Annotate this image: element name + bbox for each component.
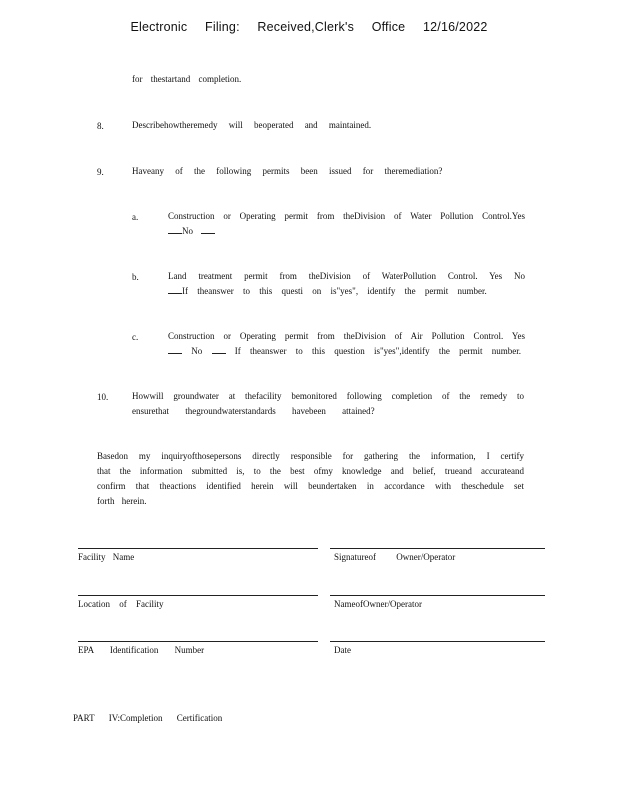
no-blank[interactable] xyxy=(168,285,182,294)
subitem-a-line2 xyxy=(168,224,215,239)
certification-line-3: confirm that theactions identified herein will beundertaken in accordance with theschedule set xyxy=(97,481,524,491)
item-10-line2: ensurethat thegroundwaterstandards havebeen attained? xyxy=(132,406,375,416)
item-9-number: 9. xyxy=(97,167,104,177)
subitem-a-line1: Construction or Operating permit from theDivision of Water Pollution Control.Yes xyxy=(168,211,525,221)
owner-name-label: NameofOwner/Operator xyxy=(334,599,422,609)
continuation-text: for thestartand completion. xyxy=(132,74,242,84)
no-blank[interactable] xyxy=(212,345,226,354)
part-iv-heading: PART IV:Completion Certification xyxy=(73,713,223,723)
owner-name-line[interactable] xyxy=(330,595,545,596)
subitem-b-line1: Land treatment permit from theDivision of WaterPollution Control. Yes No xyxy=(168,271,525,281)
location-line[interactable] xyxy=(78,595,318,596)
item-9-text: Haveany of the following permits been issued for theremediation? xyxy=(132,166,443,176)
date-label: Date xyxy=(334,645,351,655)
yes-blank[interactable] xyxy=(168,225,182,234)
subitem-b-letter: b. xyxy=(132,272,139,282)
signature-label: Signatureof Owner/Operator xyxy=(334,552,456,562)
signature-line[interactable] xyxy=(330,548,545,549)
facility-name-line[interactable] xyxy=(78,548,318,549)
yes-blank[interactable] xyxy=(168,345,182,354)
date-line[interactable] xyxy=(330,641,545,642)
certification-line-4: forth herein. xyxy=(97,496,147,506)
item-10-number: 10. xyxy=(97,392,109,402)
epa-id-line[interactable] xyxy=(78,641,318,642)
item-8-number: 8. xyxy=(97,121,104,131)
facility-name-label: Facility Name xyxy=(78,552,135,562)
filing-header: Electronic Filing: Received,Clerk's Office 12/16/2022 xyxy=(130,20,488,34)
no-label: No xyxy=(182,226,193,236)
subitem-c-line2: No If theanswer to this question is"yes",identify the permit number. xyxy=(168,344,521,359)
subitem-c-letter: c. xyxy=(132,332,139,342)
location-label: Location of Facility xyxy=(78,599,164,609)
subitem-a-letter: a. xyxy=(132,212,139,222)
item-8-text: Describehowtheremedy will beoperated and maintained. xyxy=(132,120,372,130)
subitem-b-line2: If theanswer to this questi on is"yes", identify the permit number. xyxy=(168,284,487,299)
item-10-line1: Howwill groundwater at thefacility bemonitored following completion of the remedy to xyxy=(132,391,524,401)
no-blank[interactable] xyxy=(201,225,215,234)
epa-id-label: EPA Identification Number xyxy=(78,645,205,655)
subitem-c-line1: Construction or Operating permit from theDivision of Air Pollution Control. Yes xyxy=(168,331,525,341)
certification-line-1: Basedon my inquiryofthosepersons directly responsible for gathering the information, I certify xyxy=(97,451,524,461)
certification-line-2: that the information submitted is, to the best ofmy knowledge and belief, trueand accurateand xyxy=(97,466,524,476)
